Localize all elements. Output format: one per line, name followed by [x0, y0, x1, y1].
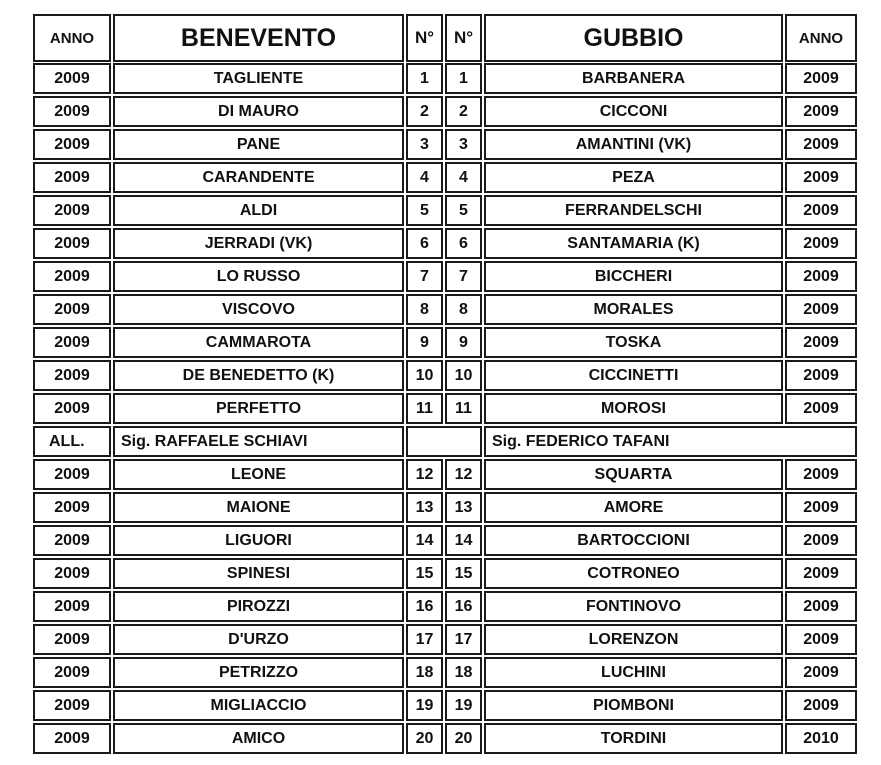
home-shirt-number: 4	[406, 162, 443, 193]
home-shirt-number: 15	[406, 558, 443, 589]
away-shirt-number: 19	[445, 690, 482, 721]
away-player-name: LUCHINI	[484, 657, 783, 688]
away-shirt-number: 4	[445, 162, 482, 193]
coach-home: Sig. RAFFAELE SCHIAVI	[113, 426, 404, 457]
header-num-home: N°	[406, 14, 443, 62]
home-shirt-number: 14	[406, 525, 443, 556]
away-player-name: BARTOCCIONI	[484, 525, 783, 556]
coach-label: ALL.	[33, 426, 111, 457]
home-player-name: MAIONE	[113, 492, 404, 523]
away-shirt-number: 15	[445, 558, 482, 589]
header-team-home: BENEVENTO	[113, 14, 404, 62]
home-shirt-number: 20	[406, 723, 443, 754]
away-shirt-number: 9	[445, 327, 482, 358]
home-player-name: SPINESI	[113, 558, 404, 589]
away-year: 2009	[785, 624, 857, 655]
away-year: 2009	[785, 96, 857, 127]
away-player-name: MORALES	[484, 294, 783, 325]
away-year: 2009	[785, 360, 857, 391]
home-year: 2009	[33, 327, 111, 358]
home-year: 2009	[33, 393, 111, 424]
home-player-name: LO RUSSO	[113, 261, 404, 292]
away-player-name: SANTAMARIA (K)	[484, 228, 783, 259]
home-player-name: TAGLIENTE	[113, 63, 404, 94]
home-shirt-number: 6	[406, 228, 443, 259]
home-player-name: PETRIZZO	[113, 657, 404, 688]
home-player-name: LEONE	[113, 459, 404, 490]
away-player-name: BICCHERI	[484, 261, 783, 292]
away-player-name: CICCINETTI	[484, 360, 783, 391]
away-player-name: PIOMBONI	[484, 690, 783, 721]
away-shirt-number: 13	[445, 492, 482, 523]
away-shirt-number: 14	[445, 525, 482, 556]
home-year: 2009	[33, 591, 111, 622]
home-shirt-number: 5	[406, 195, 443, 226]
away-player-name: SQUARTA	[484, 459, 783, 490]
home-player-name: D'URZO	[113, 624, 404, 655]
home-player-name: CARANDENTE	[113, 162, 404, 193]
away-player-name: COTRONEO	[484, 558, 783, 589]
home-year: 2009	[33, 690, 111, 721]
home-shirt-number: 13	[406, 492, 443, 523]
home-shirt-number: 17	[406, 624, 443, 655]
coach-divider	[406, 426, 482, 457]
away-player-name: FERRANDELSCHI	[484, 195, 783, 226]
away-shirt-number: 5	[445, 195, 482, 226]
home-year: 2009	[33, 195, 111, 226]
home-year: 2009	[33, 360, 111, 391]
home-player-name: PERFETTO	[113, 393, 404, 424]
away-year: 2009	[785, 294, 857, 325]
home-player-name: CAMMAROTA	[113, 327, 404, 358]
away-shirt-number: 18	[445, 657, 482, 688]
away-shirt-number: 1	[445, 63, 482, 94]
home-shirt-number: 8	[406, 294, 443, 325]
home-shirt-number: 12	[406, 459, 443, 490]
away-year: 2009	[785, 129, 857, 160]
away-player-name: FONTINOVO	[484, 591, 783, 622]
away-player-name: AMANTINI (VK)	[484, 129, 783, 160]
home-shirt-number: 7	[406, 261, 443, 292]
away-shirt-number: 8	[445, 294, 482, 325]
away-shirt-number: 6	[445, 228, 482, 259]
home-year: 2009	[33, 294, 111, 325]
away-player-name: MOROSI	[484, 393, 783, 424]
away-shirt-number: 12	[445, 459, 482, 490]
header-num-away: N°	[445, 14, 482, 62]
home-year: 2009	[33, 129, 111, 160]
away-shirt-number: 7	[445, 261, 482, 292]
home-year: 2009	[33, 96, 111, 127]
away-shirt-number: 11	[445, 393, 482, 424]
home-year: 2009	[33, 558, 111, 589]
away-year: 2009	[785, 591, 857, 622]
away-year: 2009	[785, 558, 857, 589]
home-year: 2009	[33, 63, 111, 94]
away-year: 2009	[785, 492, 857, 523]
home-player-name: MIGLIACCIO	[113, 690, 404, 721]
home-shirt-number: 3	[406, 129, 443, 160]
away-player-name: BARBANERA	[484, 63, 783, 94]
away-year: 2009	[785, 195, 857, 226]
home-shirt-number: 2	[406, 96, 443, 127]
home-year: 2009	[33, 459, 111, 490]
home-player-name: PIROZZI	[113, 591, 404, 622]
home-player-name: DE BENEDETTO (K)	[113, 360, 404, 391]
home-player-name: DI MAURO	[113, 96, 404, 127]
away-year: 2009	[785, 228, 857, 259]
away-year: 2009	[785, 525, 857, 556]
away-player-name: LORENZON	[484, 624, 783, 655]
home-shirt-number: 16	[406, 591, 443, 622]
away-player-name: PEZA	[484, 162, 783, 193]
home-player-name: PANE	[113, 129, 404, 160]
header-anno-away: ANNO	[785, 14, 857, 62]
home-player-name: ALDI	[113, 195, 404, 226]
away-player-name: CICCONI	[484, 96, 783, 127]
away-shirt-number: 17	[445, 624, 482, 655]
away-year: 2009	[785, 690, 857, 721]
home-year: 2009	[33, 525, 111, 556]
away-year: 2009	[785, 261, 857, 292]
away-shirt-number: 3	[445, 129, 482, 160]
away-year: 2009	[785, 63, 857, 94]
away-year: 2010	[785, 723, 857, 754]
home-year: 2009	[33, 624, 111, 655]
away-player-name: TORDINI	[484, 723, 783, 754]
home-year: 2009	[33, 162, 111, 193]
home-shirt-number: 11	[406, 393, 443, 424]
home-shirt-number: 1	[406, 63, 443, 94]
home-shirt-number: 9	[406, 327, 443, 358]
away-player-name: TOSKA	[484, 327, 783, 358]
away-year: 2009	[785, 327, 857, 358]
home-year: 2009	[33, 228, 111, 259]
away-shirt-number: 10	[445, 360, 482, 391]
header-team-away: GUBBIO	[484, 14, 783, 62]
away-shirt-number: 20	[445, 723, 482, 754]
home-year: 2009	[33, 723, 111, 754]
home-player-name: AMICO	[113, 723, 404, 754]
away-shirt-number: 2	[445, 96, 482, 127]
header-anno-home: ANNO	[33, 14, 111, 62]
away-year: 2009	[785, 459, 857, 490]
coach-away: Sig. FEDERICO TAFANI	[484, 426, 857, 457]
home-player-name: LIGUORI	[113, 525, 404, 556]
home-shirt-number: 18	[406, 657, 443, 688]
home-year: 2009	[33, 261, 111, 292]
lineup-table	[33, 14, 857, 750]
away-year: 2009	[785, 657, 857, 688]
home-year: 2009	[33, 492, 111, 523]
away-year: 2009	[785, 162, 857, 193]
away-year: 2009	[785, 393, 857, 424]
home-shirt-number: 19	[406, 690, 443, 721]
home-player-name: JERRADI (VK)	[113, 228, 404, 259]
away-shirt-number: 16	[445, 591, 482, 622]
home-shirt-number: 10	[406, 360, 443, 391]
away-player-name: AMORE	[484, 492, 783, 523]
home-player-name: VISCOVO	[113, 294, 404, 325]
home-year: 2009	[33, 657, 111, 688]
